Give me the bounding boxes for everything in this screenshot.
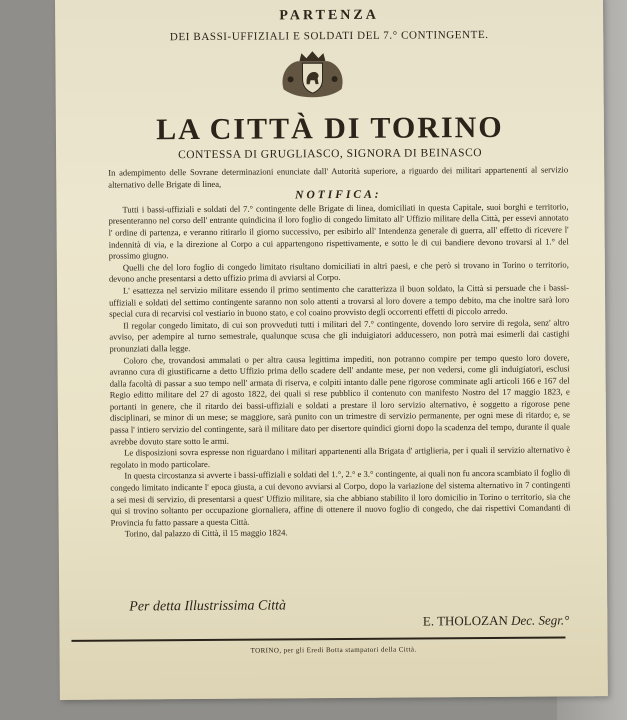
- city-heading: LA CITTÀ DI TORINO: [156, 110, 504, 147]
- notifica-heading: NOTIFICA:: [295, 188, 382, 202]
- body-paragraph: Coloro che, trovandosi ammalati o per altra causa legittima impediti, non potranno compire per tempo questo loro dovere, avranno cura di giustificarne a detto Uffizio prima dello scadere dell' andante mese, per non vedersi, come gli induigiatori, esclusi dalla facoltà di passar a suo tempo nell' armata di riserva, e colpiti intanto dalle pene rigorose comminate agli articoli 166 e 167 del Regio editto militare del 27 di agosto 1822, dei quali si rese pubblico il contenuto con manifesto Nostro del 17 maggio 1823, e portanti in genere, che il ritardo dei bassi-uffiziali e soldati a prestare il loro servizio alternativo, è soggetto a rigorose pene disciplinari, se minor di un mese; se maggiore, sarà punito con un trimestre di servizio permanente, per ogni mese di ritardo; e, se passa l' intiero servizio del contingente, sarà il militare dato per disertore quindici giorni dopo la scadenza del tempo, durante il quale avrebbe dovuto stare sotto le armi.: [109, 351, 571, 447]
- coat-of-arms-icon: [277, 49, 347, 101]
- body-paragraph: L' esattezza nel servizio militare essendo il primo sentimento che caratterizza il buon soldato, la Città si persuade che i bassi-uffiziali e soldati del settimo contingente saranno non solo attenti a trovarsi al loro dovere a tempo debito, ma che inoltre sarà loro special cura di recarvisi col vestiario in buono stato, e col coaino provvisto degli occorrenti effetti di piccolo arredo.: [109, 282, 570, 319]
- body-paragraph: In questa circostanza si avverte i bassi-uffiziali e soldati del 1.°, 2.° e 3.° contingente, ai quali non fu ancora scambiato il foglio di congedo limitato indicante l' epoca giusta, a cui devono avviarsi al Corpo, dopo la variazione del sistema alternativo in 7 contingenti a sei mesi di servizio, di presentarsi a quest' Uffizio militare, sia che abbiano stabilito il loro domicilio in Torino o territorio, sia che qui si trovino soltanto per occupazione giornaliera, affine di ottenere il nuovo foglio di congedo, che dai rispettivi Comandanti di Provincia fu fatto passare a questa Città.: [110, 467, 571, 528]
- body-paragraph: Tutti i bassi-uffiziali e soldati del 7.° contingente delle Brigate di linea, domiciliati in questa Capitale, suoi borghi e territorio, presenteranno nel corso dell' entrante quindicina il loro foglio di congedo limitato all' Uffizio militare della Città, per essevi annotato l' ordine di partenza, e veranno ritirarlo il giorno successivo, per esibirlo all' Intendenza generale di guerra, all' effetto di ricevere l' indennità di via, e la direzione al Corpo a cui appartengono rispettivamente, e sotto le di cui bandiere devono trovarsi al 1.° del prossimo giugno.: [108, 201, 569, 261]
- body-paragraph: Le disposizioni sovra espresse non riguardano i militari appartenenti alla Brigata d' artiglieria, per i quali il servizio alternativo è regolato in modo particolare.: [110, 444, 571, 470]
- notice-body: [108, 164, 571, 540]
- closing-line: Per detta Illustrissima Città: [129, 598, 287, 615]
- signer-role: Dec. Segr.°: [511, 612, 570, 628]
- notice-subtitle: DEI BASSI-UFFIZIALI E SOLDATI DEL 7.° CONTINGENTE.: [169, 28, 489, 44]
- notice-title: PARTENZA: [279, 7, 379, 24]
- dateline: Torino, dal palazzo di Città, il 15 maggio 1824.: [124, 527, 288, 539]
- printed-notice: [55, 0, 608, 700]
- printer-imprint: TORINO, per gli Eredi Botta stampatori della Città.: [250, 645, 417, 655]
- divider: [71, 636, 565, 641]
- body-paragraph: Il regolar congedo limitato, di cui son provveduti tutti i militari del 7.° contingente, dovendo loro servire di regola, senz' altro avviso, per adempire al turno semestrale, qualunque scusa che gli induigiatori adducessero, non potrà mai esimerli dai castighi pronunziati dalla legge.: [109, 317, 570, 354]
- intro-paragraph: In adempimento delle Sovrane determinazioni enunciate dall' Autorità superiore, a riguardo dei militari appartenenti al servizio alternativo delle Brigate di linea,: [108, 164, 569, 190]
- signer-name: E. THOLOZAN: [422, 612, 508, 629]
- city-title-line: CONTESSA DI GRUGLIASCO, SIGNORA DI BEINASCO: [178, 147, 483, 162]
- signature-block: [423, 612, 570, 629]
- body-paragraph: Quelli che del loro foglio di congedo limitato risultano domiciliati in altri paesi, e che però si trovano in Torino o territorio, devono anche presentarsi a detto uffizio prima di avviarsi al Corpo.: [108, 259, 569, 284]
